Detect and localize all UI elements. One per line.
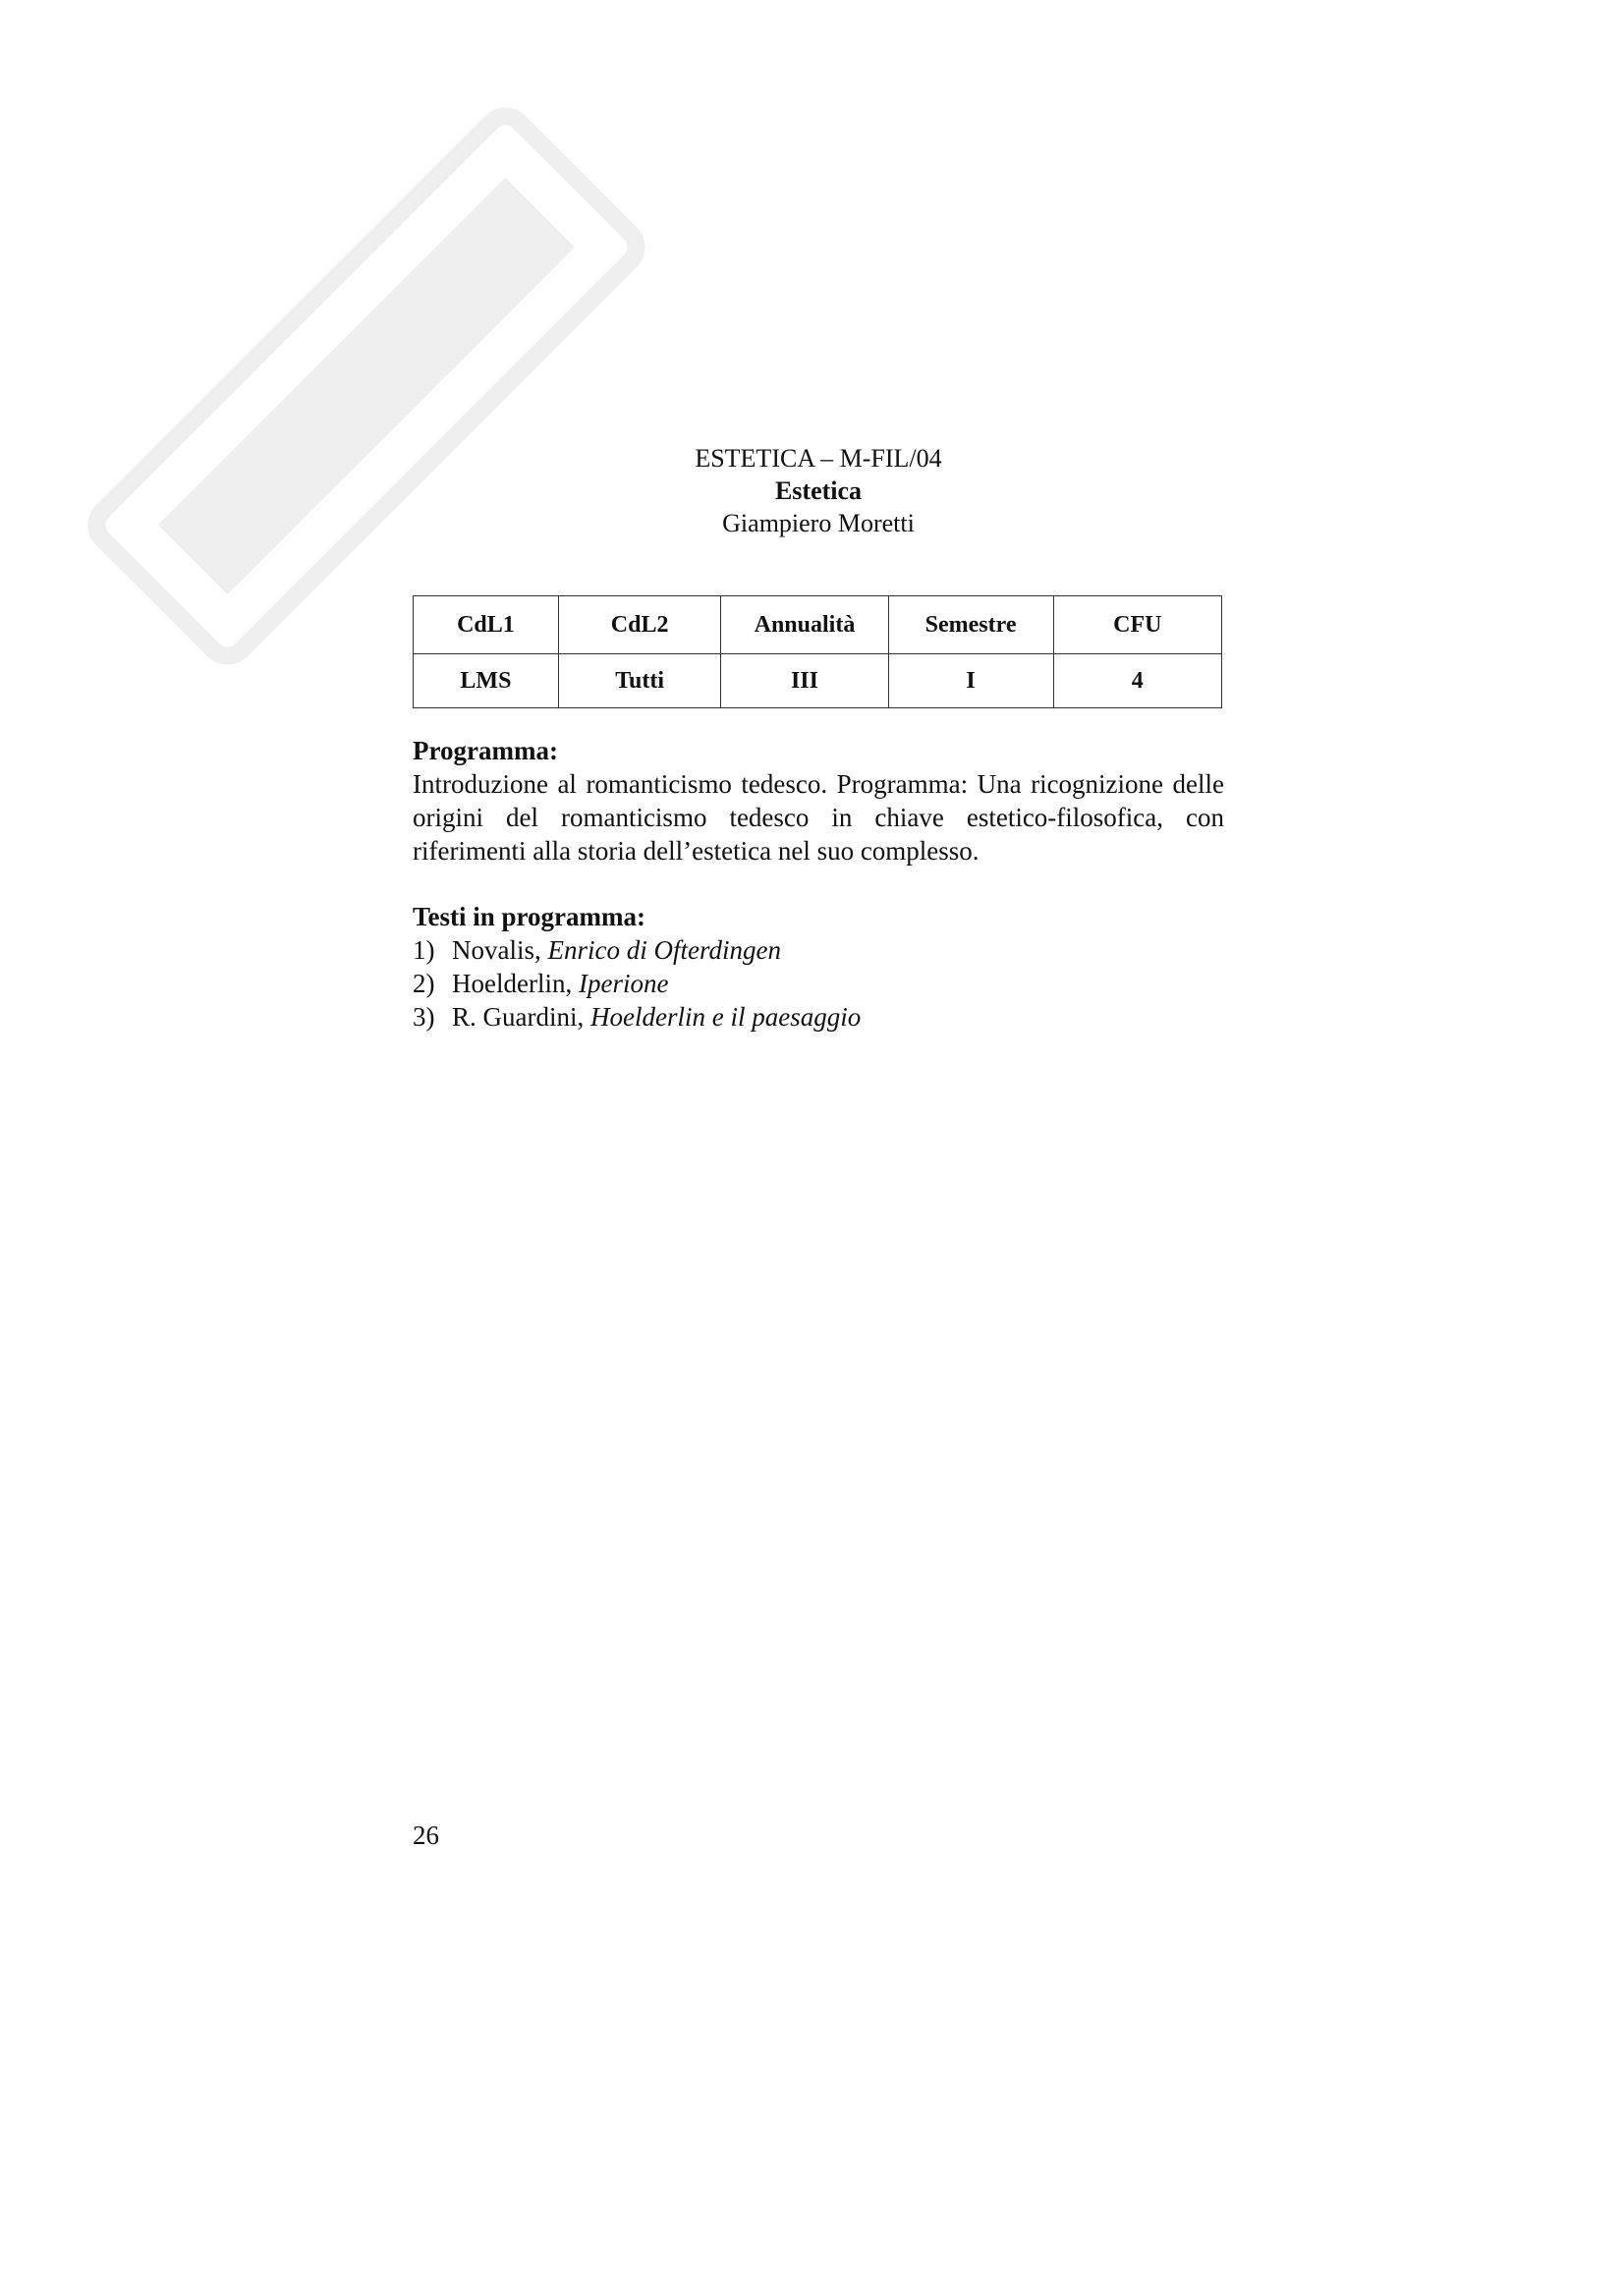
- list-item-number: 1): [413, 935, 435, 965]
- list-item-author: R. Guardini,: [452, 1002, 590, 1032]
- document-page: [413, 442, 1224, 1034]
- table-cell: LMS: [414, 654, 559, 708]
- table-header-cell: CdL1: [414, 596, 559, 654]
- list-item-author: Novalis,: [452, 935, 548, 965]
- table-cell: Tutti: [558, 654, 721, 708]
- professor-name: Giampiero Moretti: [722, 509, 915, 537]
- programma-title: Programma:: [413, 736, 558, 765]
- table-header-row: [414, 596, 1222, 654]
- list-item: [413, 1000, 1224, 1034]
- programma-text: Introduzione al romanticismo tedesco. Programma: Una ricognizione delle origini del romanticismo tedesco in chiave estetico-filosofica, con riferimenti alla storia dell’estetica nel suo complesso.: [413, 769, 1224, 866]
- table-header-cell: Annualità: [721, 596, 888, 654]
- list-item: [413, 967, 1224, 1000]
- list-item-work: Enrico di Ofterdingen: [547, 935, 781, 965]
- list-item-number: 3): [413, 1002, 435, 1032]
- programma-section: [413, 734, 1224, 868]
- table-header-cell: CdL2: [558, 596, 721, 654]
- testi-title: Testi in programma:: [413, 902, 646, 931]
- testi-section: [413, 900, 1224, 1034]
- table-header-cell: CFU: [1053, 596, 1221, 654]
- course-code: ESTETICA – M-FIL/04: [695, 444, 942, 473]
- course-header: [413, 442, 1224, 539]
- table-cell: I: [888, 654, 1053, 708]
- list-item-work: Iperione: [578, 969, 669, 998]
- table-cell: III: [721, 654, 888, 708]
- course-info-table: [413, 595, 1222, 708]
- list-item: [413, 933, 1224, 967]
- course-subject: Estetica: [774, 476, 863, 505]
- list-item-author: Hoelderlin,: [452, 969, 579, 998]
- table-cell: 4: [1053, 654, 1221, 708]
- list-item-work: Hoelderlin e il paesaggio: [590, 1002, 862, 1032]
- table-header-cell: Semestre: [888, 596, 1053, 654]
- list-item-number: 2): [413, 969, 435, 998]
- page-number: 26: [413, 1820, 439, 1850]
- table-row: [414, 654, 1222, 708]
